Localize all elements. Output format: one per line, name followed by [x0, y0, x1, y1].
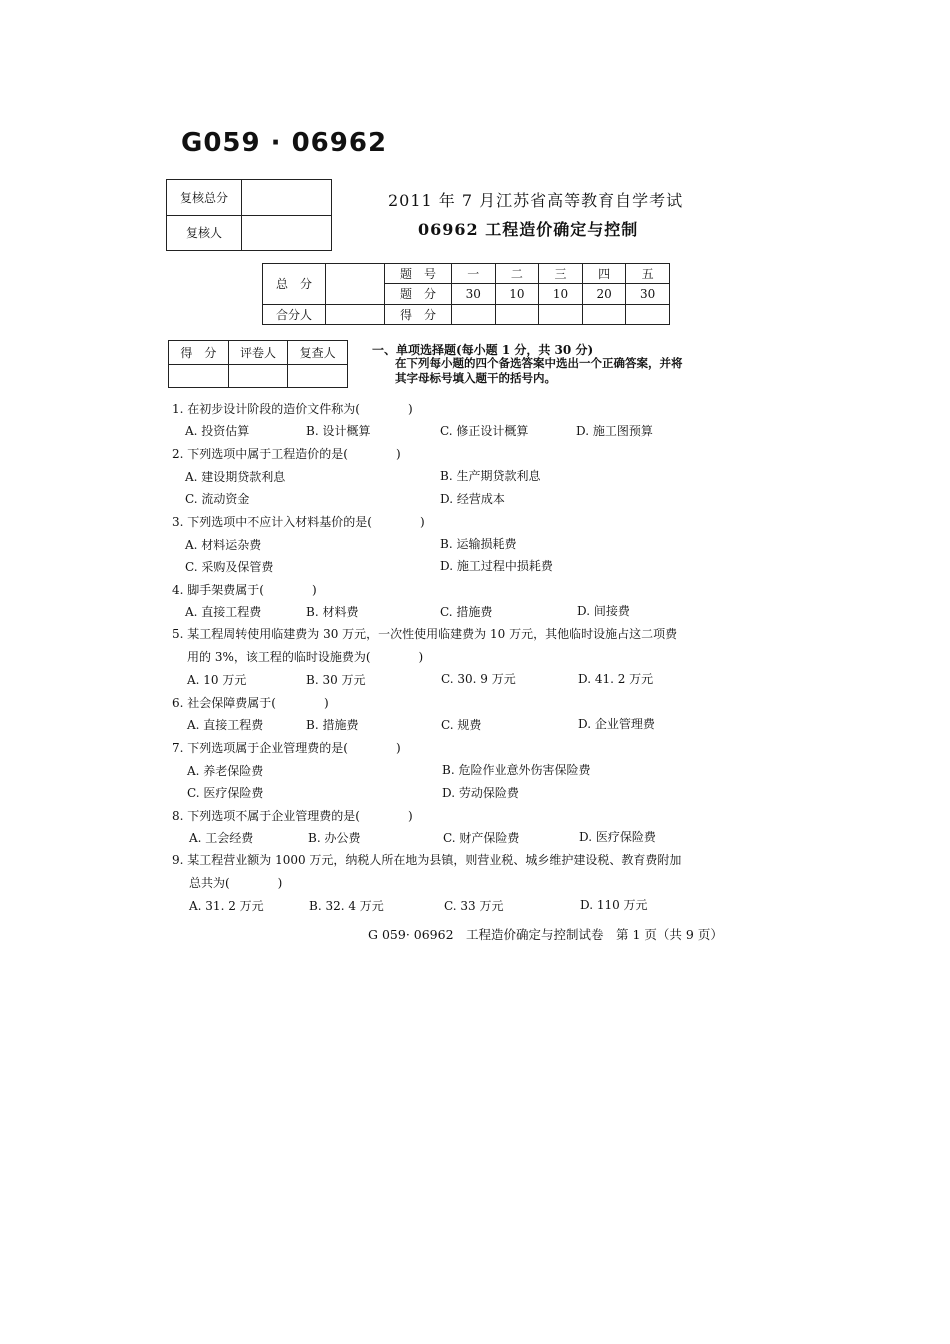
q9-option-c: C. 33 万元: [444, 899, 504, 913]
q7-option-b: B. 危险作业意外伤害保险费: [442, 763, 591, 777]
q6-option-b: B. 措施费: [306, 718, 359, 732]
grader-score-cell: [169, 364, 229, 388]
total-score-label: 总 分: [263, 264, 326, 305]
question-3: 3. 下列选项中不应计入材料基价的是( ): [172, 515, 425, 529]
reviewer-label: 复核人: [167, 215, 242, 251]
q4-option-c: C. 措施费: [440, 605, 493, 619]
question-no-label: 题 号: [385, 264, 452, 284]
review-table: [166, 179, 332, 251]
section-3-header: 三: [539, 264, 583, 284]
q2-option-a: A. 建设期贷款利息: [185, 470, 286, 484]
q2-option-b: B. 生产期贷款利息: [440, 469, 541, 483]
q5-option-b: B. 30 万元: [306, 673, 366, 687]
section-1-points: 30: [452, 284, 496, 304]
question-8: 8. 下列选项不属于企业管理费的是( ): [172, 809, 413, 823]
question-7: 7. 下列选项属于企业管理费的是( ): [172, 741, 401, 755]
q1-option-c: C. 修正设计概算: [440, 424, 529, 438]
subject-title: 06962 工程造价确定与控制: [418, 220, 639, 239]
checker-cell: [288, 364, 348, 388]
total-score-cell: [326, 264, 385, 305]
q4-option-a: A. 直接工程费: [185, 605, 262, 619]
q9-option-d: D. 110 万元: [580, 898, 648, 912]
q9-option-a: A. 31. 2 万元: [189, 899, 264, 913]
q7-option-c: C. 医疗保险费: [187, 786, 264, 800]
q2-option-d: D. 经营成本: [440, 492, 505, 506]
instruction-line-1: 在下列每小题的四个备选答案中选出一个正确答案，并将: [395, 356, 683, 370]
question-9-line-1: 9. 某工程营业额为 1000 万元，纳税人所在地为县镇，则营业税、城乡维护建设税、教育费附加: [172, 853, 682, 867]
q5-option-c: C. 30. 9 万元: [441, 672, 516, 686]
question-4: 4. 脚手架费属于( ): [172, 583, 317, 597]
q4-option-d: D. 间接费: [577, 604, 630, 618]
review-total-label: 复核总分: [167, 180, 242, 216]
q2-option-c: C. 流动资金: [185, 492, 250, 506]
grader-label: 评卷人: [228, 341, 288, 365]
q5-option-a: A. 10 万元: [187, 673, 247, 687]
q8-option-c: C. 财产保险费: [443, 831, 520, 845]
section-5-score: [626, 304, 670, 324]
q6-option-c: C. 规费: [441, 718, 482, 732]
question-2: 2. 下列选项中属于工程造价的是( ): [172, 447, 401, 461]
q6-option-a: A. 直接工程费: [187, 718, 264, 732]
score-table: [262, 263, 670, 325]
section-4-points: 20: [582, 284, 626, 304]
q3-option-c: C. 采购及保管费: [185, 560, 274, 574]
q6-option-d: D. 企业管理费: [578, 717, 655, 731]
page-footer: G 059· 06962 工程造价确定与控制试卷 第 1 页（共 9 页）: [368, 927, 723, 942]
section-4-header: 四: [582, 264, 626, 284]
exam-title: 2011 年 7 月江苏省高等教育自学考试: [388, 191, 684, 210]
instruction-line-2: 其字母标号填入题干的括号内。: [395, 371, 556, 385]
checker-label: 复查人: [288, 341, 348, 365]
grader-cell: [228, 364, 288, 388]
section-1-score: [452, 304, 496, 324]
section-1-header: 一: [452, 264, 496, 284]
q4-option-b: B. 材料费: [306, 605, 359, 619]
grader-table: [168, 340, 348, 388]
q1-option-b: B. 设计概算: [306, 424, 371, 438]
q8-option-b: B. 办公费: [308, 831, 361, 845]
points-label: 题 分: [385, 284, 452, 304]
q9-option-b: B. 32. 4 万元: [309, 899, 384, 913]
q1-option-d: D. 施工图预算: [576, 424, 653, 438]
question-6: 6. 社会保障费属于( ): [172, 696, 329, 710]
review-total-cell: [242, 180, 332, 216]
q3-option-d: D. 施工过程中损耗费: [440, 559, 553, 573]
section-2-points: 10: [495, 284, 539, 304]
combiner-cell: [326, 304, 385, 324]
combiner-label: 合分人: [263, 304, 326, 324]
section-2-header: 二: [495, 264, 539, 284]
q7-option-a: A. 养老保险费: [187, 764, 264, 778]
question-5-line-1: 5. 某工程周转使用临建费为 30 万元，一次性使用临建费为 10 万元，其他临时设施占这二项费: [172, 627, 678, 641]
q1-option-a: A. 投资估算: [185, 424, 250, 438]
reviewer-cell: [242, 215, 332, 251]
grader-score-label: 得 分: [169, 341, 229, 365]
q7-option-d: D. 劳动保险费: [442, 786, 519, 800]
section-title: 一、单项选择题(每小题 1 分，共 30 分): [372, 343, 594, 357]
section-3-points: 10: [539, 284, 583, 304]
question-9-line-2: 总共为( ): [189, 876, 283, 890]
section-3-score: [539, 304, 583, 324]
question-1: 1. 在初步设计阶段的造价文件称为( ): [172, 402, 413, 416]
exam-code: G059 · 06962: [181, 128, 388, 158]
q5-option-d: D. 41. 2 万元: [578, 672, 654, 686]
q3-option-a: A. 材料运杂费: [185, 538, 262, 552]
section-5-header: 五: [626, 264, 670, 284]
section-4-score: [582, 304, 626, 324]
section-2-score: [495, 304, 539, 324]
section-instructions: [395, 356, 775, 386]
q8-option-d: D. 医疗保险费: [579, 830, 656, 844]
q8-option-a: A. 工会经费: [189, 831, 254, 845]
q3-option-b: B. 运输损耗费: [440, 537, 517, 551]
section-5-points: 30: [626, 284, 670, 304]
question-5-line-2: 用的 3%，该工程的临时设施费为( ): [187, 650, 424, 664]
score-label: 得 分: [385, 304, 452, 324]
